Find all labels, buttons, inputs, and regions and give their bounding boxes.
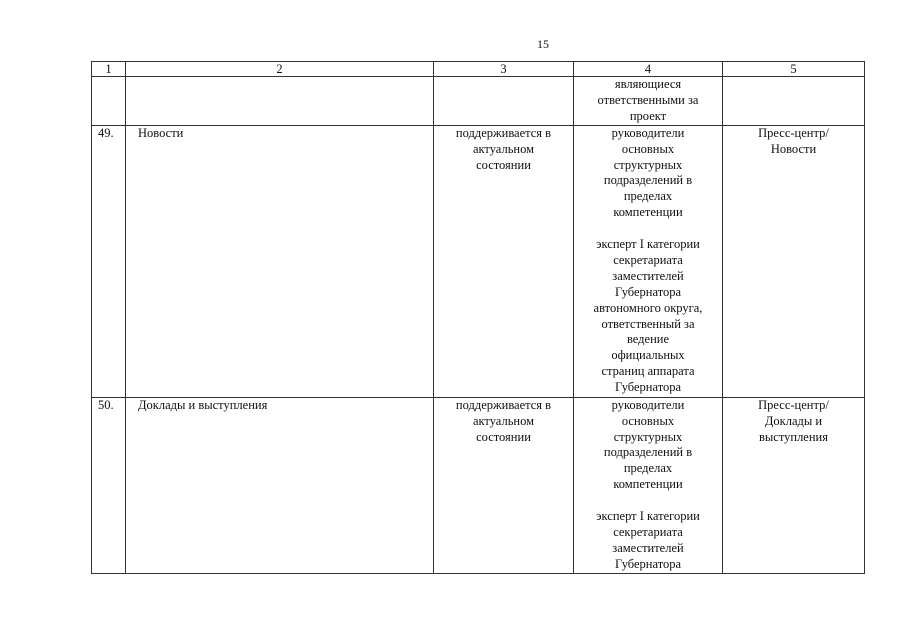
continuation-cell-3: [434, 77, 574, 126]
continuation-row: [92, 77, 865, 126]
text-line: основных: [621, 413, 675, 428]
text-line: состоянии: [476, 429, 531, 444]
text-line: поддерживается в: [455, 397, 552, 412]
text-line: актуальном: [472, 141, 535, 156]
text-line: структурных: [613, 157, 683, 172]
text-line: ответственный за: [601, 316, 695, 331]
document-table: [91, 61, 865, 574]
page-number: 15: [537, 37, 549, 51]
row-status: [434, 125, 574, 397]
text-line: руководители: [611, 125, 685, 140]
header-cell-2: 2: [126, 62, 434, 77]
text-line: пределах: [623, 189, 673, 204]
text-line: компетенции: [613, 205, 683, 220]
row-number: 49.: [92, 125, 126, 397]
text-line: секретариата: [613, 252, 683, 267]
header-cell-4: 4: [574, 62, 723, 77]
text-line: Губернатора: [614, 284, 682, 299]
text-line: структурных: [613, 429, 683, 444]
row-number: 50.: [92, 397, 126, 573]
text-line: эксперт I категории: [596, 237, 700, 252]
text-line: заместителей: [612, 268, 684, 283]
continuation-responsible-cell: [574, 77, 723, 126]
text-line: руководители: [611, 397, 685, 412]
text-line: Доклады и: [764, 413, 823, 428]
row-responsible: [574, 397, 723, 573]
continuation-cell-5: [723, 77, 865, 126]
text-line: ведение: [626, 332, 670, 347]
text-line: актуальном: [472, 413, 535, 428]
text-line: страниц аппарата: [601, 364, 695, 379]
header-cell-3: 3: [434, 62, 574, 77]
text-line: подразделений в: [603, 173, 693, 188]
paragraph-gap: [579, 221, 717, 237]
row-responsible: [574, 125, 723, 397]
text-line: официальных: [611, 348, 685, 363]
text-line: проект: [629, 108, 667, 123]
text-line: состоянии: [476, 157, 531, 172]
text-line: ответственными за: [597, 92, 699, 107]
paragraph-gap: [579, 493, 717, 509]
row-name: Новости: [126, 125, 434, 397]
table-row: [92, 397, 865, 573]
table-row: [92, 125, 865, 397]
text-line: Новости: [770, 141, 817, 156]
header-cell-1: 1: [92, 62, 126, 77]
row-status: [434, 397, 574, 573]
row-section: [723, 397, 865, 573]
text-line: выступления: [758, 429, 828, 444]
text-line: подразделений в: [603, 445, 693, 460]
text-line: Губернатора: [614, 556, 682, 571]
continuation-cell-2: [126, 77, 434, 126]
row-name: Доклады и выступления: [126, 397, 434, 573]
table-header-row: [92, 62, 865, 77]
text-line: поддерживается в: [455, 125, 552, 140]
continuation-cell-1: [92, 77, 126, 126]
text-line: пределах: [623, 461, 673, 476]
text-line: основных: [621, 141, 675, 156]
text-line: заместителей: [612, 540, 684, 555]
text-line: являющиеся: [614, 77, 682, 91]
text-line: компетенции: [613, 477, 683, 492]
header-cell-5: 5: [723, 62, 865, 77]
row-section: [723, 125, 865, 397]
text-line: автономного округа,: [593, 300, 703, 315]
text-line: Пресс-центр/: [758, 397, 829, 412]
text-line: секретариата: [613, 524, 683, 539]
text-line: Пресс-центр/: [758, 125, 829, 140]
text-line: эксперт I категории: [596, 509, 700, 524]
text-line: Губернатора: [614, 380, 682, 395]
